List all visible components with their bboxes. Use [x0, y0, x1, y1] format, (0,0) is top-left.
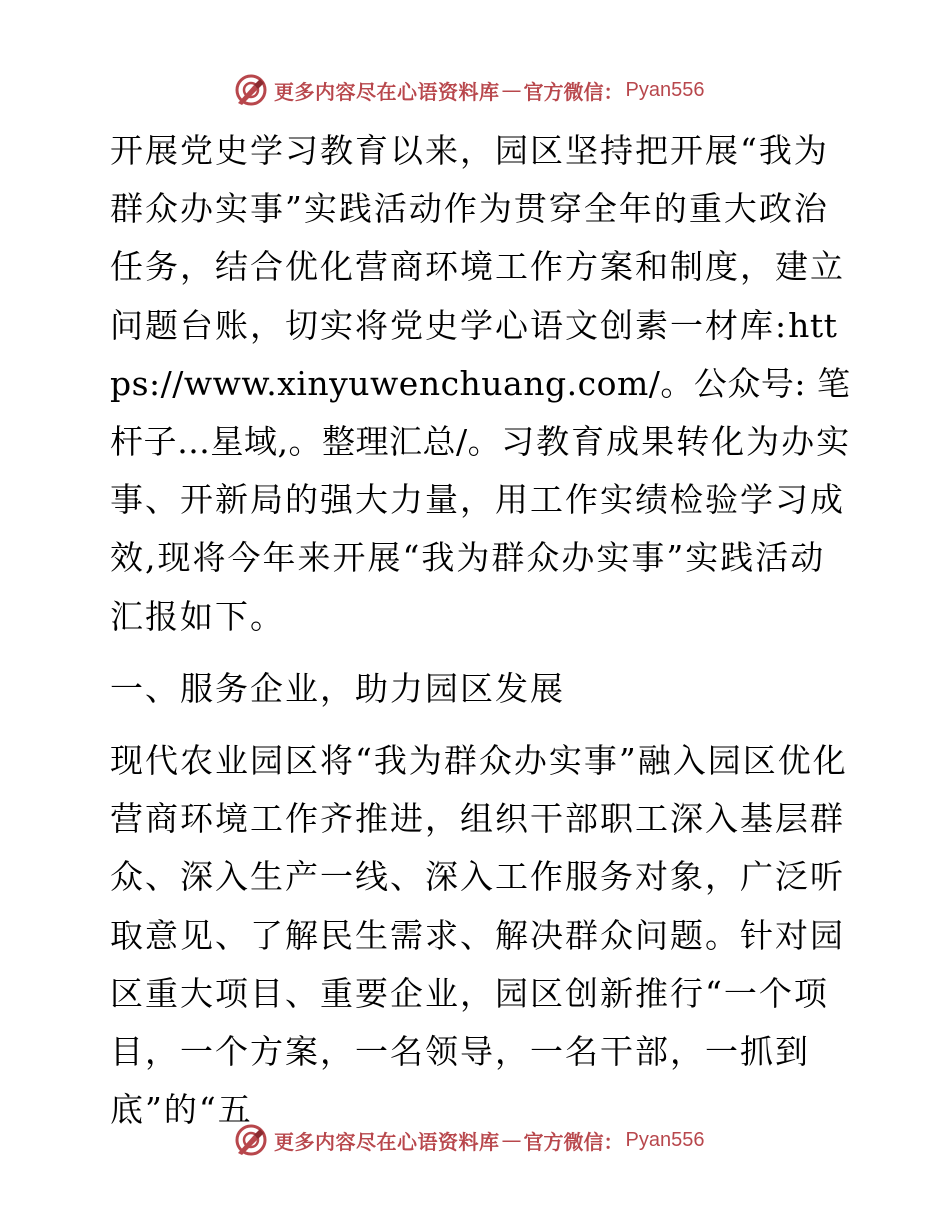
watermark-text: 更多内容尽在心语资料库 — [274, 1129, 500, 1154]
document-body — [98, 122, 858, 1139]
watermark-wechat-label: 官方微信： — [523, 1129, 624, 1154]
section-heading-1: 一、服务企业，助力园区发展 — [110, 668, 565, 708]
body-paragraph-2: 现代农业园区将“我为群众办实事”融入园区优化营商环境工作齐推进，组织干部职工深入基层群众、深入生产一线、深入工作服务对象，广泛听取意见、了解民生需求、解决群众问题。针对园区重大项目、重要企业，园区创新推行“一个项目，一个方案，一名领导，一名干部，一抓到底”的“五 — [110, 741, 848, 1130]
watermark-wechat-id: Pyan556 — [625, 1128, 705, 1151]
watermark-separator: — — [501, 1128, 522, 1152]
body-paragraph-1 — [98, 122, 858, 646]
watermark-banner-top — [234, 72, 704, 108]
watermark-text: 更多内容尽在心语资料库 — [274, 79, 500, 104]
red-pen-circle-logo-icon — [234, 73, 268, 107]
watermark-wechat-id: Pyan556 — [625, 78, 705, 101]
paragraph-1-text-b: 习教育成果转化为办实事、开新局的强大力量，用工作实绩检验学习成效,现将今年来开展“我为群众办实事”实践活动汇报如下。 — [110, 422, 852, 636]
red-pen-circle-logo-icon — [234, 1123, 268, 1157]
watermark-banner-bottom — [234, 1122, 704, 1158]
paragraph-1-url-text: https://www.xinyuwenchuang.com/。公众号: 笔杆子…星域,。整理汇总/。 — [110, 305, 851, 462]
paragraph-1-text-a: 开展党史学习教育以来，园区坚持把开展“我为群众办实事”实践活动作为贯穿全年的重大政治任务，结合优化营商环境工作方案和制度，建立问题台账，切实将党史学心语文创素一材库: — [110, 131, 845, 345]
watermark-wechat-label: 官方微信： — [523, 79, 624, 104]
watermark-separator: — — [501, 78, 522, 102]
